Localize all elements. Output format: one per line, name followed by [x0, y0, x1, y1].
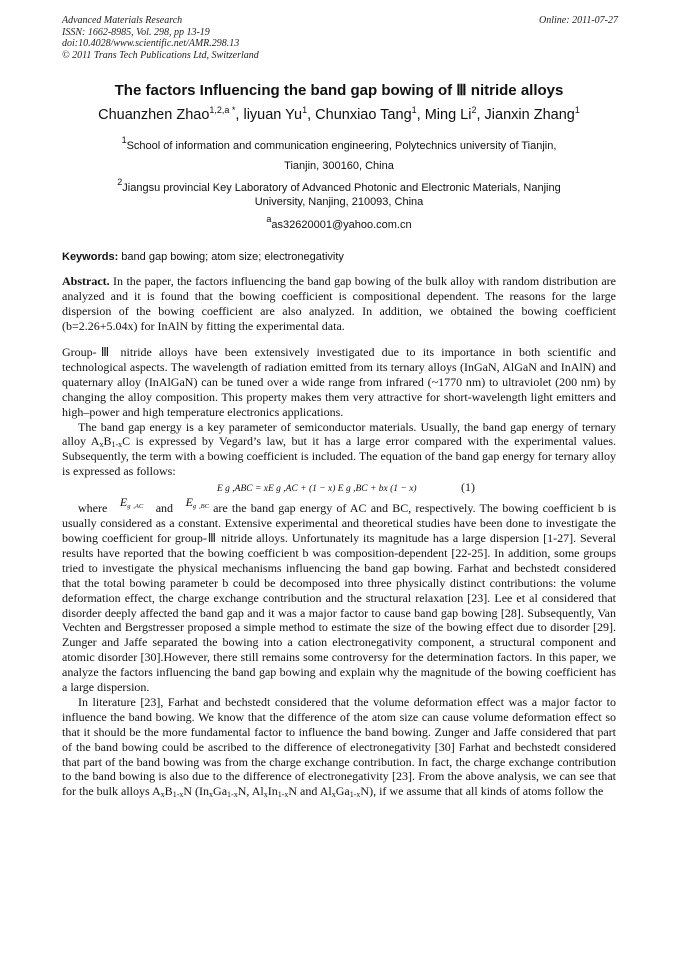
affiliation-2: [70, 177, 608, 209]
and-word: and: [155, 501, 174, 516]
e-symbol: E: [119, 495, 128, 510]
author-superscript: 1: [302, 105, 308, 115]
alloy-formulas: $A_xB_{1-x}N$ ($In_xGa_{1-x}N$, $Al_xIn_{1-x}N$ and $Al_xGa_{1-x}N$): [152, 784, 374, 800]
abstract-label: Abstract.: [62, 274, 110, 288]
subscript: 1-x: [111, 440, 123, 450]
affiliation-1: [70, 136, 608, 176]
author-superscript: 2: [471, 105, 477, 115]
e-symbol: E: [185, 495, 193, 510]
introduction: [62, 345, 616, 799]
e-gac-symbol: [120, 495, 143, 509]
email-superscript: a: [266, 214, 272, 224]
equation-number: (1): [461, 480, 475, 495]
subscript: g ,AC: [127, 503, 144, 511]
author-name: Chuanzhen Zhao: [98, 107, 210, 123]
affiliation-superscript: 1: [121, 135, 127, 145]
paragraph-2: [62, 420, 616, 480]
journal-name: Advanced Materials Research: [62, 15, 183, 26]
issn-line: ISSN: 1662-8985, Vol. 298, pp 13-19: [62, 26, 210, 38]
journal-header: [62, 15, 618, 61]
equation-text: E g ,ABC = xE g ,AC + (1 − x) E g ,BC + bx (1 − x): [217, 484, 417, 495]
keywords-text: band gap bowing; atom size; electronegativity: [118, 251, 344, 263]
author-superscript: 1,2,a *: [209, 105, 236, 115]
doi-line: doi:10.4028/www.scientific.net/AMR.298.13: [62, 38, 240, 49]
paragraph-3: [62, 495, 617, 695]
affiliation-line: University, Nanjing, 210093, China: [254, 196, 424, 208]
author-name: Ming Li: [424, 107, 472, 123]
abstract: [62, 274, 616, 334]
paragraph-text: The band gap energy is a key parameter of semiconductor materials. Usually, the band gap energy of ternary alloy A: [62, 419, 616, 449]
paragraph-4: [62, 695, 616, 799]
e-gbc-symbol: [186, 495, 209, 509]
subscript: g ,BC: [192, 503, 209, 511]
author-name: Chunxiao Tang: [315, 107, 412, 123]
copyright-line: © 2011 Trans Tech Publications Ltd, Switzerland: [62, 49, 259, 61]
paragraph-1: Group-Ⅲ nitride alloys have been extensively investigated due to its importance in both scientific and technological aspects. The wavelength of radiation emitted from its ternary alloys (InGaN, AlGaN and InAlN) and quaternary alloy (InAlGaN) can be tuned over a wide range from infrared (~1770 nm) to ultraviolet (200 nm) by changing the alloy composition. This property makes them very attractive for short-wavelength light emitters and high–power and high temperature electronics applications.: [62, 345, 616, 419]
where-word: where: [78, 501, 108, 516]
author-superscript: 1: [411, 105, 417, 115]
author-name: Jianxin Zhang: [484, 107, 575, 123]
paragraph-text: In literature [23], Farhat and bechstedt considered that the volume deformation effect was a major factor to influence the band bowing. We know that the difference of the atom size can cause volume deformation effect so that it should be the more fundamental factor to influence the band bowing. Zunger and Jaffe considered that part of the band bowing could be ascribed to the difference of electronegativity [30] Farhat and bechstedt considered that part of the band bowing was from the charge exchange contribution. In fact, the charge exchange contribution to the band bowing is also due to the difference of electronegativity [23]. From the above analysis, we can see that for the bulk alloys: [62, 694, 616, 799]
affiliation-superscript: 2: [117, 177, 123, 187]
paragraph-text: , if we assume that all kinds of atoms follow the: [373, 784, 604, 799]
email-line: [70, 215, 608, 235]
author-name: liyuan Yu: [243, 107, 303, 123]
author-superscript: 1: [574, 105, 580, 115]
affiliation-line: Jiangsu provincial Key Laboratory of Advanced Photonic and Electronic Materials, Nanjing: [122, 182, 561, 194]
subscript: x: [99, 440, 104, 450]
paragraph-text: C is expressed by Vegard’s law, but it has a large error compared with the experimental values. Subsequently, the term with a bowing coefficient is included. The equation of the band gap energy for ternary alloy is expressed as follows:: [62, 434, 617, 479]
affiliation-line: School of information and communication engineering, Polytechnics university of Tianjin,: [126, 140, 557, 152]
paper-title: The factors Influencing the band gap bowing of Ⅲ nitride alloys: [114, 82, 564, 99]
equation-1: [62, 479, 616, 501]
affiliation-line: Tianjin, 300160, China: [284, 160, 394, 172]
keywords: [62, 250, 618, 264]
email-address: as32620001@yahoo.com.cn: [271, 219, 412, 231]
online-date: Online: 2011-07-27: [539, 15, 618, 26]
author-list: Chuanzhen Zhao$^{1,2,a *}$, liyuan Yu$^1$, Chunxiao Tang$^1$, Ming Li$^2$, Jianxin Zhang$^1$: [98, 105, 580, 123]
paragraph-text: B: [103, 434, 112, 449]
abstract-text: In the paper, the factors influencing the band gap bowing of the bulk alloy with random distribution are analyzed and it is found that the bowing coefficient is compositional dependent. The reasons for the large dispersion of the bowing coefficient are also analyzed. In addition, we obtained the bowing coefficient (b=2.26+5.04x) for InAlN by fitting the experimental data.: [62, 274, 616, 333]
keywords-label: Keywords:: [62, 251, 119, 263]
paragraph-text: are the band gap energy of AC and BC, respectively. The bowing coefficient b is usually considered as a constant. Extensive experimental and theoretical studies have been done to investigate the bowing coefficient for group-Ⅲ nitride alloys. Unfortunately its magnitude has a large dispersion [1-27]. Several results have reported that the bowing coefficient b was composition-dependent [22-25]. In addition, some groups tried to investigate the physical mechanisms influencing the band gap bowing. Farhat and bechstedt considered that the total bowing parameter b could be decomposed into three physically distinct contributions: the volume deformation effect, the charge exchange contribution and the structural relaxation [23]. Lee et al considered that disorder deeply affected the band gap and it was a major factor to cause band gap bowing [28]. Subsequently, Van Vechten and Bergstresser proposed a simple method to estimate the size of the bowing effect due to disorder [29]. Zunger and Jaffe separated the bowing into a cation electronegativity component, a structural component and atomic disorder [30].However, there still remains some controversy for the determination factors. In this paper, we analyze the factors influencing the band gap bowing and explain why the magnitude of the bowing coefficient has a large dispersion.: [62, 501, 617, 695]
